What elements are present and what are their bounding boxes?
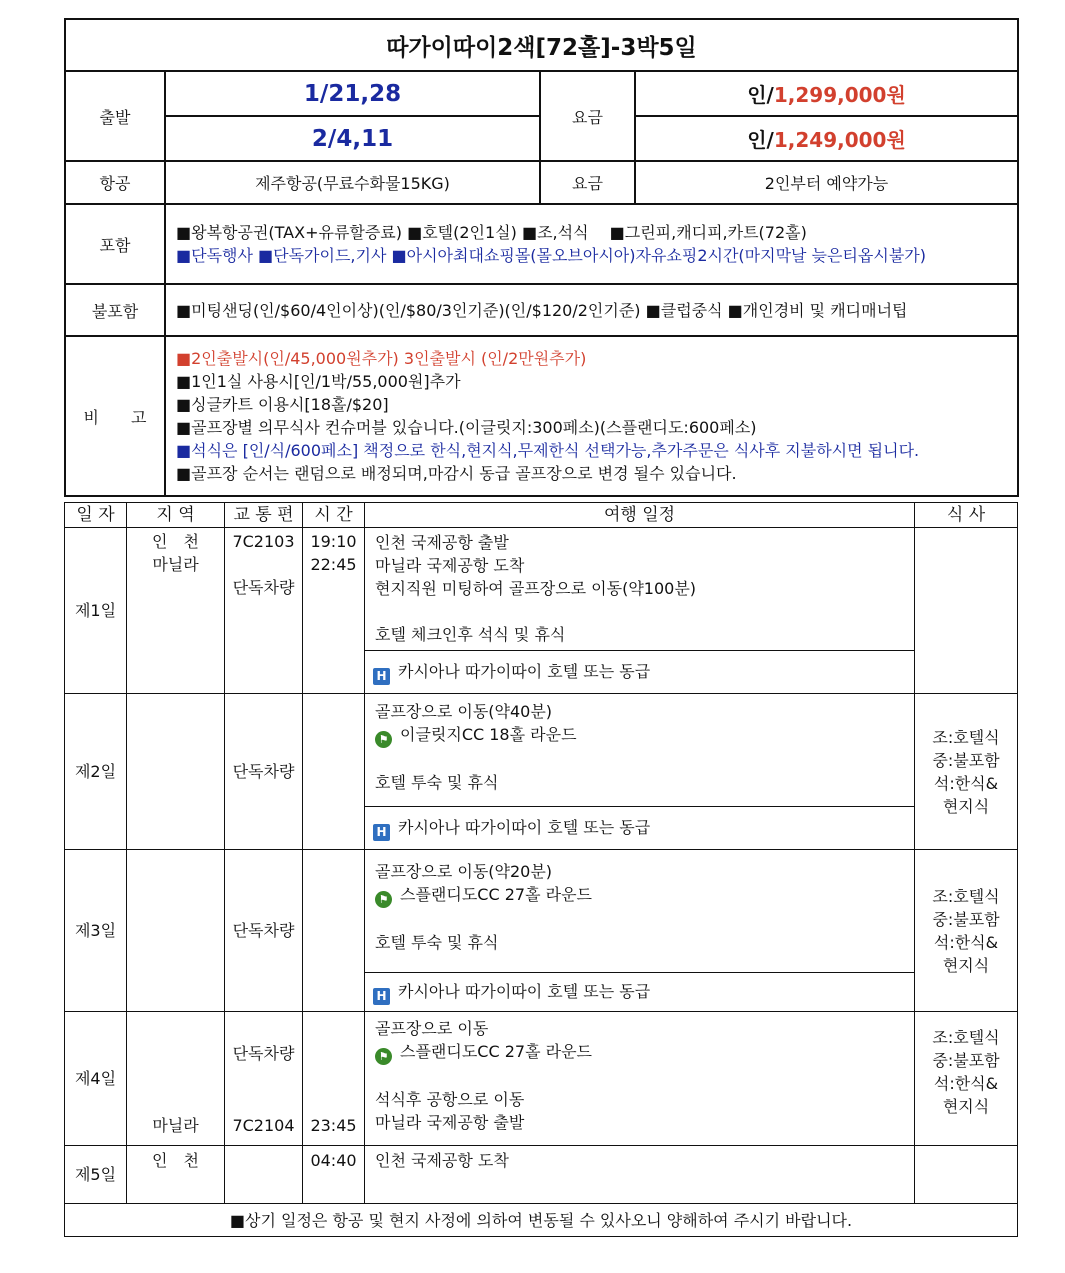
meal-item: 조:호텔식 [932,886,1000,906]
hotel-name: 카시아나 따가이따이 호텔 또는 동급 [398,981,651,1001]
hotel-name: 카시아나 따가이따이 호텔 또는 동급 [398,661,651,681]
schedule-item: 호텔 투숙 및 휴식 [375,933,499,952]
airline-label: 항공 [65,161,165,204]
meal [915,528,1018,694]
remark-line: ■골프장 순서는 랜덤으로 배정되며,마감시 동급 골프장으로 변경 될수 있습니다. [176,464,737,483]
golf-icon: ⚑ [375,1048,392,1065]
golf-course: 스플랜디도CC 27홀 라운드 [400,1042,592,1061]
meal-item: 조:호텔식 [932,1028,1000,1047]
transport: 단독차량 [225,850,303,1012]
meal-item: 현지식 [942,1097,990,1116]
hotel-icon: H [373,668,390,685]
time [303,694,365,850]
day-label: 제1일 [65,528,127,694]
golf-round [375,1040,914,1065]
flight: 7C2104 [232,1116,295,1135]
remarks-list [165,336,1018,496]
flight: 7C2103 [232,532,295,551]
time [303,528,365,694]
day-label: 제2일 [65,694,127,850]
schedule-item: 마닐라 국제공항 도착 [375,556,525,575]
meal-item: 현지식 [942,796,990,816]
header-time: 시 간 [303,503,365,528]
remark-line: ■2인출발시(인/45,000원추가) 3인출발시 (인/2만원추가) [176,349,587,368]
schedule [365,694,915,807]
region-item: 마닐라 [152,555,199,574]
region: 마닐라 [127,1012,225,1146]
footer-note: ■상기 일정은 항공 및 현지 사정에 의하여 변동될 수 있사오니 양해하여 주시기 바랍니다. [65,1204,1018,1237]
transport: 단독차량 [225,694,303,850]
meal-item: 중:불포함 [932,750,1000,770]
schedule-item: 골프장으로 이동(약20분) [375,862,553,881]
transport [225,1012,303,1146]
day-label: 제3일 [65,850,127,1012]
region: 인 천 [127,1146,225,1204]
summary-table [64,18,1019,497]
fare-label: 요금 [540,71,635,161]
meal-item: 중:불포함 [932,909,1000,929]
region [127,850,225,1012]
golf-course: 이글릿지CC 18홀 라운드 [400,725,577,744]
fare-amount: 1,249,000원 [773,128,906,152]
itinerary-table [64,502,1018,1237]
hotel-icon: H [373,988,390,1005]
header-day: 일 자 [65,503,127,528]
departure-date: 2/4,11 [165,116,540,161]
schedule-item: 석식후 공항으로 이동 [375,1090,525,1109]
schedule-item: 골프장으로 이동(약40분) [375,702,553,721]
golf-course: 스플랜디도CC 27홀 라운드 [400,885,592,904]
fare-price [635,71,1018,116]
schedule [365,1012,915,1146]
meal [915,1012,1018,1146]
page-title: 따가이따이2색[72홀]-3박5일 [65,19,1018,71]
airline-value: 제주항공(무료수화물15KG) [165,161,540,204]
golf-icon: ⚑ [375,891,392,908]
time: 04:40 [303,1146,365,1204]
fare-prefix: 인/ [747,83,774,107]
schedule: 인천 국제공항 도착 [365,1146,915,1204]
region [127,528,225,694]
header-transport: 교 통 편 [225,503,303,528]
included-list [165,204,1018,284]
meal [915,694,1018,850]
remark-line: ■석식은 [인/식/600페소] 책정으로 한식,현지식,무제한식 선택가능,추가주문은 식사후 지불하시면 됩니다. [176,441,920,460]
fare-label-2: 요금 [540,161,635,204]
time: 23:45 [303,1012,365,1146]
day-label: 제5일 [65,1146,127,1204]
time-item: 22:45 [310,555,357,574]
meal-item: 석:한식& [933,773,999,793]
included-line: ■왕복항공권(TAX+유류할증료) ■호텔(2인1실) ■조,석식 ■그린피,캐디피,카트(72홀) [176,223,807,242]
departure-label: 출발 [65,71,165,161]
golf-round [375,883,914,908]
meal [915,1146,1018,1204]
schedule-item: 마닐라 국제공항 출발 [375,1113,525,1132]
time-item: 19:10 [310,532,357,551]
meal-item: 현지식 [942,955,990,975]
included-label: 포함 [65,204,165,284]
excluded-label: 불포함 [65,284,165,336]
meal [915,850,1018,1012]
fare-prefix: 인/ [747,128,774,152]
remark-line: ■싱글카트 이용시[18홀/$20] [176,395,389,414]
header-meal: 식 사 [915,503,1018,528]
hotel [365,973,915,1012]
header-schedule: 여행 일정 [365,503,915,528]
meal-item: 중:불포함 [932,1051,1000,1070]
golf-round [375,723,914,748]
schedule-item: 호텔 투숙 및 휴식 [375,773,499,792]
remarks-label: 비 고 [65,336,165,496]
meal-item: 조:호텔식 [932,727,1000,747]
remark-line: ■1인1실 사용시[인/1박/55,000원]추가 [176,372,461,391]
schedule-item: 호텔 체크인후 석식 및 휴식 [375,625,566,644]
departure-date: 1/21,28 [165,71,540,116]
remark-line: ■골프장별 의무식사 컨슈머블 있습니다.(이글릿지:300페소)(스플랜디도:600페소) [176,418,757,437]
hotel [365,807,915,850]
day-label: 제4일 [65,1012,127,1146]
excluded-list: ■미팅샌딩(인/$60/4인이상)(인/$80/3인기준)(인/$120/2인기준) ■클럽중식 ■개인경비 및 캐디매너팁 [165,284,1018,336]
golf-icon: ⚑ [375,731,392,748]
region-item: 인 천 [152,532,199,551]
schedule-item: 현지직원 미팅하여 골프장으로 이동(약100분) [375,579,697,598]
schedule [365,850,915,973]
header-region: 지 역 [127,503,225,528]
region [127,694,225,850]
meal-item: 석:한식& [933,932,999,952]
hotel [365,651,915,694]
transport [225,1146,303,1204]
transport [225,528,303,694]
meal-item: 석:한식& [933,1074,999,1093]
vehicle: 단독차량 [232,1044,295,1063]
fare-note: 2인부터 예약가능 [635,161,1018,204]
hotel-icon: H [373,824,390,841]
schedule [365,528,915,651]
vehicle: 단독차량 [232,578,295,597]
fare-amount: 1,299,000원 [773,83,906,107]
schedule-item: 인천 국제공항 출발 [375,533,509,552]
fare-price [635,116,1018,161]
included-line: ■단독행사 ■단독가이드,기사 ■아시아최대쇼핑몰(몰오브아시아)자유쇼핑2시간(마지막날 늦은티옵시불가) [176,246,926,265]
time [303,850,365,1012]
schedule-item: 골프장으로 이동 [375,1019,489,1038]
hotel-name: 카시아나 따가이따이 호텔 또는 동급 [398,817,651,837]
